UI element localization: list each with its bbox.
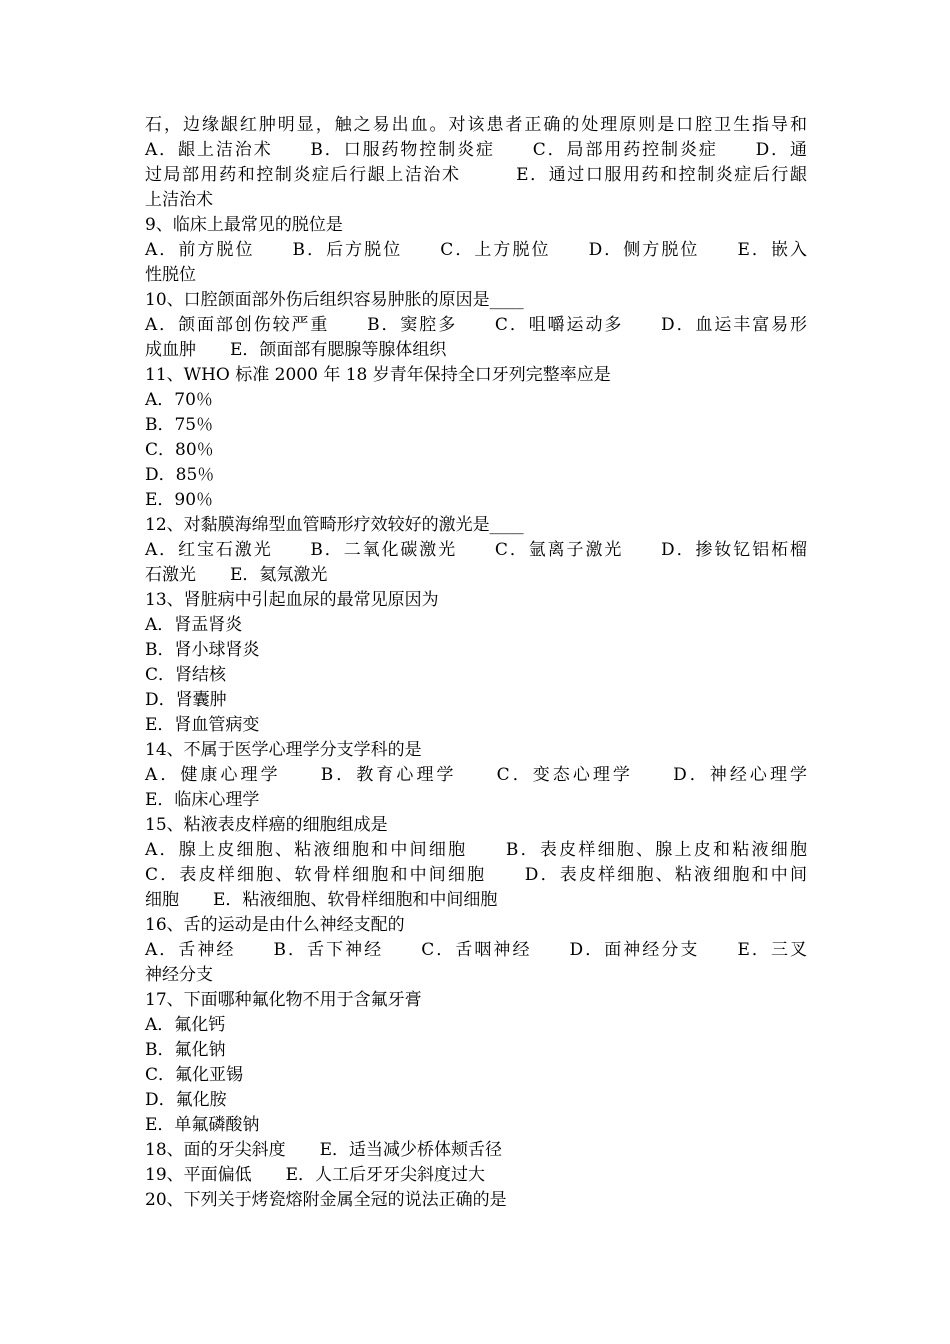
text-line: 上洁治术 bbox=[145, 190, 213, 210]
option-line: A．健康心理学 B．教育心理学 C．变态心理学 D．神经心理学 bbox=[145, 765, 807, 785]
option-line: C．表皮样细胞、软骨样细胞和中间细胞 D．表皮样细胞、粘液细胞和中间 bbox=[145, 865, 807, 885]
option-line: E．肾血管病变 bbox=[145, 715, 260, 735]
option-line: A．舌神经 B．舌下神经 C．舌咽神经 D．面神经分支 E．三叉 bbox=[145, 940, 807, 960]
question-title: 20、下列关于烤瓷熔附金属全冠的说法正确的是 bbox=[145, 1190, 507, 1210]
option-line: A．颌面部创伤较严重 B．窦腔多 C．咀嚼运动多 D．血运丰富易形 bbox=[145, 315, 807, 335]
text-line: 石，边缘龈红肿明显，触之易出血。对该患者正确的处理原则是口腔卫生指导和 bbox=[145, 115, 807, 135]
option-line: C．肾结核 bbox=[145, 665, 227, 685]
document-page bbox=[145, 113, 807, 1213]
option-line: C．80％ bbox=[145, 440, 214, 460]
option-line: C．氟化亚锡 bbox=[145, 1065, 244, 1085]
question-title: 11、WHO 标准 2000 年 18 岁青年保持全口牙列完整率应是 bbox=[145, 365, 611, 385]
question-title: 10、口腔颌面部外伤后组织容易肿胀的原因是____ bbox=[145, 290, 524, 310]
option-line: A．红宝石激光 B．二氧化碳激光 C．氩离子激光 D．掺钕钇铝柘榴 bbox=[145, 540, 807, 560]
option-line: E．临床心理学 bbox=[145, 790, 260, 810]
option-line: D．85％ bbox=[145, 465, 215, 485]
option-line: B．肾小球肾炎 bbox=[145, 640, 260, 660]
option-line: 细胞 E．粘液细胞、软骨样细胞和中间细胞 bbox=[145, 890, 498, 910]
option-line: A．前方脱位 B．后方脱位 C．上方脱位 D．侧方脱位 E．嵌入 bbox=[145, 240, 807, 260]
text-line: A．龈上洁治术 B．口服药物控制炎症 C．局部用药控制炎症 D．通 bbox=[145, 140, 807, 160]
option-line: B．氟化钠 bbox=[145, 1040, 226, 1060]
option-line: E．90％ bbox=[145, 490, 214, 510]
option-line: E．单氟磷酸钠 bbox=[145, 1115, 260, 1135]
option-line: 性脱位 bbox=[145, 265, 196, 285]
option-line: B．75％ bbox=[145, 415, 214, 435]
option-line: 神经分支 bbox=[145, 965, 213, 985]
question-title: 18、面的牙尖斜度 E．适当减少桥体颊舌径 bbox=[145, 1140, 503, 1160]
option-line: A．肾盂肾炎 bbox=[145, 615, 243, 635]
question-title: 13、肾脏病中引起血尿的最常见原因为 bbox=[145, 590, 439, 610]
question-title: 19、平面偏低 E．人工后牙牙尖斜度过大 bbox=[145, 1165, 486, 1185]
question-title: 14、不属于医学心理学分支学科的是 bbox=[145, 740, 422, 760]
option-line: D．肾囊肿 bbox=[145, 690, 227, 710]
question-title: 9、临床上最常见的脱位是 bbox=[145, 215, 343, 235]
question-title: 15、粘液表皮样癌的细胞组成是 bbox=[145, 815, 388, 835]
option-line: D．氟化胺 bbox=[145, 1090, 227, 1110]
option-line: A．腺上皮细胞、粘液细胞和中间细胞 B．表皮样细胞、腺上皮和粘液细胞 bbox=[145, 840, 807, 860]
question-title: 16、舌的运动是由什么神经支配的 bbox=[145, 915, 405, 935]
option-line: A．氟化钙 bbox=[145, 1015, 226, 1035]
question-title: 17、下面哪种氟化物不用于含氟牙膏 bbox=[145, 990, 422, 1010]
question-title: 12、对黏膜海绵型血管畸形疗效较好的激光是____ bbox=[145, 515, 524, 535]
text-line: 过局部用药和控制炎症后行龈上洁治术 E．通过口服用药和控制炎症后行龈 bbox=[145, 165, 807, 185]
option-line: A．70％ bbox=[145, 390, 213, 410]
option-line: 成血肿 E．颌面部有腮腺等腺体组织 bbox=[145, 340, 447, 360]
option-line: 石激光 E．氦氖激光 bbox=[145, 565, 328, 585]
